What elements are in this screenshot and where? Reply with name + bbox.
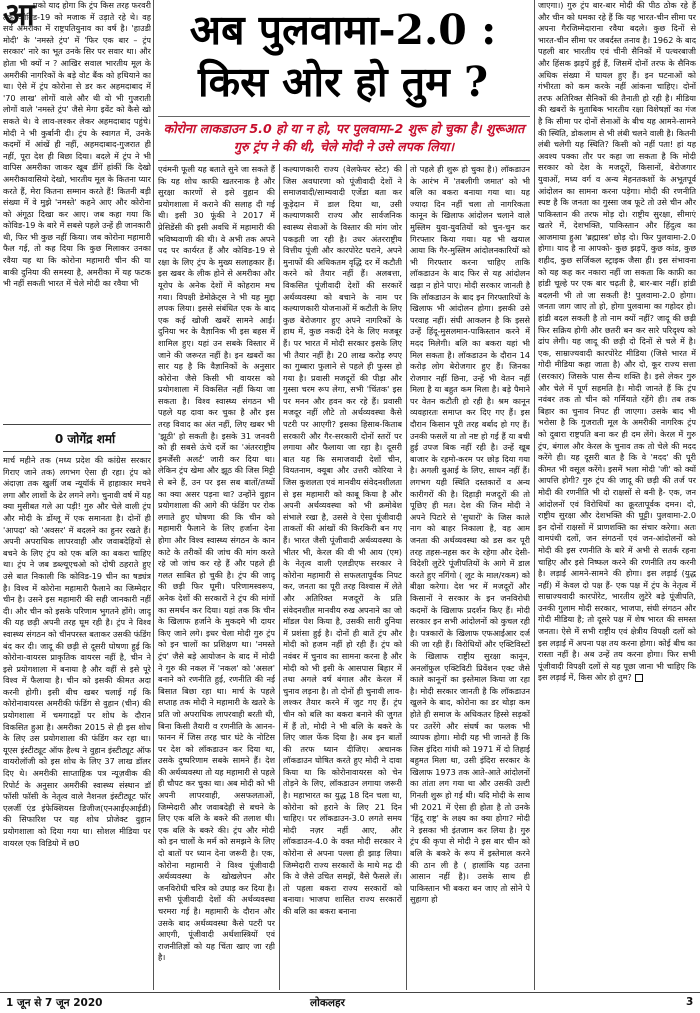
column-5-text: जाएगा।) गुरु ट्रंप बार-बार मोदी की पीठ ठोक रहे हैं और चीन को धमका रहे हैं कि यह भारत-चीन सीमा पर अपना गैरजिम्मेदाराना रवैया बदले। कुछ दिनों से भारत-चीन सीमा पर जबर्दस्त तनाव है। 1962 के बाद पहली बार भारतीय एवं चीनी सैनिकों में पत्थरबाजी और हिंसक झड़पें हुई हैं, जिसमें दोनों तरफ के सैनिक अधिक संख्या में घायल हुए हैं। इन घटनाओं को गंभीरता को कम करके नहीं आंकना चाहिए। दोनों तरफ अतिरिक्त सैनिकों की तैनाती हो रही है। मीडिया की खबरों के मुताबिक भारतीय रक्षा विशेषज्ञों का गंज है कि सीमा पर दोनों सेनाओं के बीच यह आमने-सामने की स्थिति, डोकलाम से भी लंबी चलने वाली है। कितनी लंबी चलेगी यह स्थिति? किसी को नहीं पता! हां यह अवश्य पक्का तौर पर कहा जा सकता है कि मोदी सरकार को देश के मजदूरों, किसानों, बेरोजगार युवाओं, मध्य वर्ग व अन्य मेहनतकशों के अभूतपूर्व आंदोलन का सामना करना पड़ेगा। मोदी की रणनीति स्पष्ट है कि जनता का गुस्सा जब फूटे तो उसे चीन और पाकिस्तान की तरफ मोड़ दो। राष्ट्रीय सुरक्षा, सीमाएं खतरे में, देशभक्ति, पाकिस्तान और हिंदुत्व का आजमाया हुआ 'ब्रह्मास्त्र' छोड़ दो। फिर पुलवामा-2.0 होगा। याद है ना आपको- कुछ झड़पें, कुछ कांड, कुछ शहीद, कुछ सर्जिकल स्ट्राइक जैसा ही। इस संभावना को यह कह कर नकारा नहीं जा सकता कि काफ़ी का हांडी चूल्हे पर एक बार चढ़ती है, बार-बार नहीं। हांडी बदलनी भी तो जा सकती है! पुलवामा-2.0 होगा। जनता जाग जाए तो हो, होगा पुलवामा का गहोदर हो। हांडी बदल सकती है तो नाम क्यों नहीं? जादू की छड़ी फिर सक्रिय होगी और छतरी बन कर सारे परिदृश्य को ढांप लेगी। यह जादू की छड़ी दो दिनों से चले में है। एक, साम्राज्यवादी कारपोरेट मीडिया (जिसे भारत में गोदी मीडिया कहा जाता है) और दो, कूर राज्य सत्ता (सरकार) जिसके पास सैन्य शक्ति है। इसे लेकर गुरु और चेले में पूर्ण सहमति है। मोदी जानते हैं कि ट्रंप नवंबर तक तो चीन को गर्मियाते रहेंगे ही। तब तक बिहार का चुनाव निपट ही जाएगा। उसके बाद भी भरोसा है कि गुजराती मूल के अमरीकी नागरिक ट्रंप को दुबारा राष्ट्रपति बना कर ही दम लेंगे। केरल में गुरु ट्रंप, बंगाल और केरल के चुनाव तक तो चेले की मदद करेंगे ही। यह दूसरी बात है कि वे 'मदद' की पूरी कीमत भी वसूल करेंगे। इसमें भला मोदी 'जी' को क्यों आपत्ति होगी? गुरु ट्रंप की जादू की छड़ी की तर्ज पर मोदी की रणनीति भी दो राक्षसों से बनी है- एक, जन आंदोलनों एवं विरोधियों का क्रूरतापूर्वक दमन। दो, राष्ट्रीय सुरक्षा और देशभक्ति की घुट्टी। पुलवामा-2.0 इन दोनों राक्षसों में प्राणशक्ति का संचार करेगा। अतः वामपंथी दलों, जन संगठनों एवं जन-आंदोलनों को मोदी की इस रणनीति के बारे में अभी से सतर्क रहना चाहिए और इसे निष्फल करने की रणनीति तय करनी है। लड़ाई आमने-सामने की होगा। इस लड़ाई (युद्ध नहीं) में केवल दो पक्ष हैं- एक पक्ष में ट्रंप के नेतृत्व में साम्राज्यवादी कारपोरेट, भारतीय लुटेरे बड़े पूंजीपति, उनकी गुलाम मोदी सरकार, भाजपा, संघी संगठन और गोदी मीडिया है; तो दूसरे पक्ष में शेष भारत की समस्त जनता। ऐसे में सभी राष्ट्रीय एवं क्षेत्रीय विपक्षी दलों को इस लड़ाई में अपना पक्ष तय करना होगा। कोई बीच का रास्ता नहीं है। अब उन्हें तय करना होगा। फिर सभी पूंजीवादी विपक्षी दलों से यह पूछा जाना भी चाहिए कि इस लड़ाई में, किस ओर हो तुम? — [538, 0, 696, 683]
column-3 — [283, 164, 402, 990]
end-mark-icon — [635, 674, 643, 682]
column-4-text: तो पहले ही शुरू हो चुका है।) लॉकडाउन के आरंभ में 'तबलीगी जमात' को भी बलि का बकरा बनाया गया था। यह ज्यादा दिन नहीं चला तो नागरिकता कानून के खिलाफ आंदोलन चलाने वाले मुस्लिम युवा-युवतियों को चुन-चुन कर गिरफ्तार किया गया। यह भी खयाल आया कि गैर-मुस्लिम आंदोलनकारियों को भी गिरफ्तार करना चाहिए ताकि लॉकडाउन के बाद फिर से यह आंदोलन खड़ा न होने पाए। मोदी सरकार जानती है कि लॉकडाउन के बाद इन गिरफ्तारियों के खिलाफ भी आंदोलन होगा। इसकी उसे परवाह नहीं। संघी आकलन है कि इससे उन्हें हिंदू-मुसलमान-पाकिस्तान करने में मदद मिलेगी। बलि का बकरा यहां भी मिल सकता है। लॉकडाउन के दौरान 14 करोड़ लोग बेरोजगार हुए हैं। जिनका रोजगार नहीं छिना, उन्हें भी वेतन नहीं मिला है या बहुत कम मिला है। बड़े पैमाने पर वेतन कटौती हो रही है। श्रम कानून व्यवहारतः समाप्त कर दिए गए हैं। इस दौरान किसान पूरी तरह बर्बाद हो गए हैं। उनकी फसलें या तो नष्ट हो गई हैं या बची हुई उपज बिक नहीं रही है। उन्हें खूब बाजार के रहमो-करम पर छोड़ दिया गया है। अगली बुआई के लिए, साधन नहीं हैं। लगभग यही स्थिति दस्तकारों व अन्य कारीगरों की है। दिहाड़ी मजदूरों की तो पूछिए ही मत। देश की जिन मोदी ने अपने पिटारे से 'सुधारों' के जिस काले नाग को बाहर निकाला है, वह आम जनता की अर्थव्यवस्था को डस कर पूरी तरह तहस-नहस कर के रहेगा और देसी-विदेशी लुटेरे पूंजीपतियों के आगे में डाल करते हुए नगिंगो ( लूट के माल/रकम) को बीक्षा करेगा। देश भर में मजदूरों और किसानों ने सरकार के इन जनविरोधी कदमों के खिलाफ प्रदर्शन किए हैं। मोदी सरकार इन सभी आंदोलनों को कुचल रही है। पत्रकारों के खिलाफ एफआईआर दर्ज की जा रही हैं। विरोधियों और एक्टिविस्टों के खिलाफ राष्ट्रीय सुरक्षा कानून, अनलॉफुल एक्टिविटी प्रिवेंशन एक्ट जैसे काले कानूनों का इस्तेमाल किया जा रहा है। मोदी सरकार जानती है कि लॉकडाउन खुलने के बाद, कोरोना का डर थोड़ा कम होते ही समाज के अधिकतर हिस्से सड़कों पर उतरेंगे और संघर्ष का फलक भी व्यापक होगा। मोदी यह भी जानते हैं कि जिस इंदिरा गांधी को 1971 में दो तिहाई बहुमत मिला था, उसी इंदिरा सरकार के खिलाफ 1973 तक आते-आते आंदोलनों का तांता लग गया था और उसकी उल्टी गिनती शुरू हो गई थी। यदि मोदी के साथ भी 2021 में ऐसा ही होता है तो उनके 'हिंदू राष्ट्र' के लक्ष्य का क्या होगा? मोदी ने इसका भी इंतजाम कर लिया है। गुरु ट्रंप की कृपा से मोदी ने इस बार चीन को बलि के बकरे के रूप में इस्तेमाल करने की ठान ली है ( हालांकि यह उतना आसान नहीं है)। उसके साथ ही पाकिस्तान भी बकरा बन जाए तो सोने पे सुहागा हो — [410, 164, 530, 905]
subhead-rule — [158, 160, 530, 161]
headline — [158, 4, 528, 108]
column-3-text: कल्याणकारी राज्य (वेलफेयर स्टेट) की जिस अवधारणा को पूंजीवादी देशों ने समाजवादी/साम्यवादी एजेंडा बता कर कूड़ेदान में डाल दिया था, उसी कल्याणकारी राज्य और सार्वजनिक स्वास्थ्य सेवाओं के विस्तार की मांग जोर पकड़ती जा रही है। उधर अंतरराष्ट्रीय वित्तीय पूंजी और कारपोरेट घराने, अपने मुनाफों की अधिकतम वृद्धि दर में कटौती करने को तैयार नहीं हैं। अलबत्ता, विकसित पूंजीवादी देशों की सरकारें अर्थव्यवस्था को बचाने के नाम पर कल्याणकारी योजनाओं में कटौती के लिए कुछ बेरोजगार हुए अपने नागरिकों के हाथ में, कुछ नकदी देने के लिए मजबूर हैं। पर भारत में मोदी सरकार इसके लिए भी तैयार नहीं है। 20 लाख करोड़ रुपए का गुब्बारा फुलाने से पहले ही फुस्स हो गया है। प्रवासी मजदूरों की पीड़ा और गुस्सा चरम रूप लेगा, सभी 'चिंतक' इस पर मनन और हवन कर रहे हैं। प्रवासी मजदूर नहीं लौटे तो अर्थव्यवस्था कैसे पटरी पर आएगी? इसका हिसाब-किताब सरकारी और गैर-सरकारी दोनों स्तरों पर लगाया और फैलाया जा रहा है। दूसरी बात यह कि समाजवादी देशों चीन, वियतनाम, क्यूबा और उत्तरी कोरिया ने जिस कुशलता एवं मानवीय संवेदनशीलता से इस महामारी को काबू किया है और अपनी अर्थव्यवस्था को भी क्रमोबेश संभाले रखा है, उससे वे ऐसा पूंजीवादी ताकतों की आंखों की किरकिरी बन गए हैं। भारत जैसी पूंजीवादी अर्थव्यवस्था के भीतर भी, केरल की वी भी आय (एम) के नेतृत्व वाली एलडीएफ सरकार ने कोरोना महामारी से सफलतापूर्वक निपट कर, जनता का पूरी तरह विश्वास में लेते और अतिरिक्त मजदूरों के प्रति संवेदनशील मानवीय रुख अपनाने का जो मॉडल पेश किया है, उसकी सारी दुनिया में प्रशंसा हुई है। दोनों ही बातें ट्रंप और मोदी को हजम नहीं हो रही हैं। ट्रंप को नवंबर में चुनाव का सामना करना है और मोदी को भी इसी के आसपास बिहार में तथा अगले वर्ष बंगाल और केरल में चुनाव लड़ना है। तो दोनों ही चुनावी लाव-लश्कर तैयार करने में जुट गए हैं। ट्रंप चीन को बलि का बकरा बनाने की जुगत में हैं तो, मोदी ने भी बलि के बकरे के लिए जाल फेंक दिया है। अब इन बातों की तरफ ध्यान दीजिए। अचानक लॉकडाउन घोषित करते हुए मोदी ने दावा किया था कि कोरोनावायरस को चेन तोड़ने के लिए, लॉकडाउन लगाया जरूरी है। महाभारत का युद्ध 18 दिन चला था, कोरोना को हराने के लिए 21 दिन चाहिए। पर लॉकडाउन-3.0 लगते समय मोदी नज़र नहीं आए, और लॉकडाउन-4.0 के वक्त मोदी सरकार ने कोरोना से अपना पल्ला ही झाड़ लिया। जिम्मेदारी राज्य सरकारों के माथे मढ़ दी कि वे जैसे उचित समझें, वैसे फैसले लें। तो पहला बकरा राज्य सरकारों को बनाया। भाजपा शासित राज्य सरकारों की बलि का बकरा बनाना — [283, 164, 402, 916]
column-2-text: एवंमनी फूली यह बताते सुने जा सकते हैं कि यह शोध काफी खतरनाक है और सुरक्षा कारणों से इसे वुहान की प्रयोगशाला में कराने की सलाह दी गई थी। इसी 30 फूंकी ने 2017 में प्रेसिडेंसी की इसी अवधि में महामारी की भविष्यवाणी की थी। वे अभी तक अपने पद पर कार्यरत हैं और कोविड-19 से रक्षा के लिए ट्रंप के मुख्य सलाहकार हैं। इस खबर के लीक होने से अमरीका और यूरोप के अनेक देशों में कोहराम मच गया। विपक्षी डेमोक्रेट्स ने भी यह मुद्दा लपक लिया। इससे संबंधित एक के बाद एक कई खोजी खबरें सामने आईं। दुनिया भर के वैज्ञानिक भी इस बहस में शामिल हुए। यहां उन सबके विस्तार में जाने की जरूरत नहीं है। इन खबरों का सार यह है कि वैज्ञानिकों के अनुसार कोरोना जैसे किसी भी वायरस को प्रयोगशाला में विकसित नहीं किया जा सकता है। विश्व स्वास्थ्य संगठन भी पहले यह दावा कर चुका है और इस तरह विवाद का अंत नहीं, लिए खबर भी 'झूठी' हो सकती है। इसके 31 जनवरी को ही सबसे ऊंचे दर्जे का 'अंतरराष्ट्रीय इमर्जेंसी अलर्ट' जारी कर दिया था। लेकिन ट्रंप खेमा और झूठ की जिस मिट्टी से बने हैं, उन पर इस सब बातों/तथ्यों का क्या असर पड़ना था? उन्होंने वुहान प्रयोगशाला की आगे की फंडिंग पर रोक लगाते हुए घोषणा की कि चीन को महामारी फैलाने के लिए हर्जाना देना होगा और विश्व स्वास्थ्य संगठन के कान काटे के तरीकों की जांच की मांग करते रहे जो जांच कर रहे हैं और पहले ही गलत साबित हो चुकी है। ट्रंप की जादू की छड़ी फिर घूमी। परिणामस्वरूप, अनेक देशों की सरकारों ने ट्रंप की मांगों का समर्थन कर दिया। यहां तक कि चीन के खिलाफ हर्जाने के मुकदमे भी दायर किए जाने लगे। इधर चेला मोदी गुरु ट्रंप को इन चालों का प्रशिक्षण था। 'नमस्ते ट्रंप' जैसे बड़े आयोजन के बाद में मोदी ने गुरु की नकल में 'नकल' को 'असल' बनाने को रणनीति हुई, रणनीति की नई बिसात बिछा रहा था। मार्च के पहले सप्ताह तक मोदी ने महामारी के खतरे के प्रति जो अपराधिक लापरवाही बरती थी, बिना किसी तैयारी व रणनीति के आनन-फानन में जिस तरह चार घंटे के नोटिस पर देश को लॉकडाउन कर दिया था, उसके दुष्परिणाम सबके सामने हैं। देश की अर्थव्यवस्था तो यह महामारी से पहले ही चौपट कर चुका था। अब मोदी को भी अपनी लापरवाही, असफलताओं, जिम्मेदारी और जवाबदेही से बचने के लिए एक बलि के बकरे की तलाश थी। एक बलि के बकरे की। ट्रंप और मोदी को इन चालों के मर्म को समझने के लिए दो बातों पर ध्यान देना जरूरी है। एक, कोरोना महामारी ने विश्व पूंजीवादी अर्थव्यवस्था के खोखलेपन और जनविरोधी चरित्र को उघाड़ कर दिया है। सभी पूंजीवादी देशों की अर्थव्यवस्था चरमरा गई है। महामारी के दौरान और उसके बाद अर्थव्यवस्था कैसे पटरी पर आएगी, पूंजीवादी अर्थशास्त्रियों एवं राजनीतिज्ञों को यह चिंता खाए जा रही है। — [158, 164, 275, 963]
left-intro-text: पको याद होगा कि ट्रंप किस तरह फरवरी तक कोविड-19 को मजाक में उड़ाते रहे थे। वह सर्व अमरीका में राष्ट्रपतियुनाव का वर्ष है। 'हाउडी मोदी' के 'नमस्ते ट्रंप' में 'फिर एक बार – ट्रंप सरकार' नारे का भूत उनके सिर पर सवार था। और होता भी क्यों न ? आखिर सवाल भारतीय मूल के अमरीकी नागरिकों के बड़े वोट बैंक को हथियाने का था। ऐसे में ट्रंप कोरोना से डर कर अहमदाबाद में '70 लाख' लोगों वाले और थी वो भी गुजराती लोगों वाले 'नमस्ते ट्रंप' जैसे मेगा इवेंट को कैसे खो सकते थे। वे लाव-लश्कर लेकर अहमदाबाद पहुंचे। मोदी ने भी कुर्बानी दी। ट्रंप के स्वागत में, उनके कदमों में आंखें ही नहीं, अहमदाबाद-गुजरात ही नहीं, पूरा देश ही बिछा दिया। बदले में ट्रंप ने भी वापिस अमरीका जाकर खूब डींगें हांकीं कि देखो अमरीकावासियो देखो, भारतीय मूल के कितना प्यार करते हैं, मेरा कितना सम्मान करते हैं! कितनी बड़ी संख्या में वे मुझे 'नमस्ते' कहने आए और कोरोना को अंगूठा दिखा कर आए। जब कहा गया कि कोविड-19 के बारे में सबसे पहले उन्हें ही जानकारी थी, फिर भी कुछ नहीं किया। जब कोरोना महामारी फैल गई, तो कह दिया कि कुछ मिलाकर उनका रवैया यह था कि कोरोना महामारी चीन की या बाकी दुनिया की समस्या है, अमरीका में यह फटक भी नहीं सकती भारत में चेले मोदी का रवैया भी — [3, 0, 151, 289]
headline-line-2: किस ओर हो तुम ? — [198, 58, 488, 106]
column-divider — [279, 164, 280, 990]
page-number: 3 — [686, 996, 694, 1008]
issue-date: 1 जून से 7 जून 2020 — [6, 997, 103, 1009]
author-byline: 0 जोगेंद्र शर्मा — [54, 432, 116, 446]
column-divider — [534, 0, 535, 990]
headline-line-1: अब पुलवामा-2.0 : — [189, 6, 497, 54]
publication-name: लोकलहर — [310, 997, 345, 1009]
column-divider — [153, 0, 154, 990]
column-divider — [406, 164, 407, 990]
column-5 — [538, 0, 696, 988]
column-2 — [158, 164, 275, 990]
drop-cap: आ — [3, 0, 35, 33]
column-4 — [410, 164, 530, 990]
left-column-bottom — [3, 455, 151, 990]
page-footer — [0, 992, 700, 1013]
subheadline: कोरोना लाकडाउन 5.0 हो या न हो, पर पुलवामा-2 शुरू हो चुका है। शुरूआत गुरु ट्रंप ने की थी, चेले मोदी ने उसे लपक लिया। — [163, 121, 525, 154]
left-body-text: मार्च महीने तक (मध्य प्रदेश की कांग्रेस सरकार गिराए जाने तक) लगभग ऐसा ही रहा। ट्रंप को अंदाज़ा तक खुलीं जब न्यूयॉर्क में हाहाकार मचने लगा और लाशों के ढेर लगने लगे। चुनावी वर्ष में यह क्या मुसीबत गले आ पड़ी! गुरु और चेले वाली ट्रंप और मोदी के डोंग्लू में एक समानता है। दोनों ही 'आपदा' को 'अवसर' में बदलने का हुनर रखते हैं। अपनी अपराधिक लापरवाही और जवाबदेहियों से बचने के लिए ट्रंप को एक बलि का बकरा चाहिए था। ट्रंप ने जब डब्ल्यूएचओ को दोषी ठहराते हुए उसे बात निकाली कि कोविड-19 चीन का षड्यंत्र है। विश्व में कोरोना महामारी फैलाने का जिम्मेदार चीन है। उसने इस महामारी की सही जानकारी नहीं दी। और चीन को इसके परिणाम भुगतने होंगे। जादू की यह छड़ी अपनी तरह घूम रही है। ट्रंप ने विश्व स्वास्थ्य संगठन को चीनपरस्त बताकर उसकी फंडिंग बंद कर दी। जादू की छड़ी से दूसरी घोषणा हुई कि कोरोना-वायरस प्राकृतिक वायरस नहीं है, चीन ने इसे प्रयोगशाला में बनाया है और वहीं से इसे पूरे विश्व में फैलाया है। चीन को इसकी कीमत अदा करनी होगी। इसी बीच खबर चलाई गई कि कोरोनावायरस अमरीकी फंडिंग से वुहान (चीन) की प्रयोगशाला में चमगादड़ों पर शोध के दौरान विकसित हुआ है। अमरीका 2015 से ही इस शोध के लिए उस प्रयोगशाला की फंडिंग कर रहा था। यूएस इंस्टीट्यूट ऑफ हैल्थ ने वुहान इंस्टीट्यूट ऑफ वायरोलॉजी को इस शोध के लिए 37 लाख डॉलर दिए थे। अमरीकी साप्ताहिक पत्र न्यूज़वीक की रिपोर्ट के अनुसार अमरीकी स्वास्थ्य संस्थान डॉ फॉसी फॉसी के नेतृत्व वाले नैशनल इंस्टीट्यूट फॉर एलर्जी एंड इंफेक्शियस डिजीज(एनआईएआईडी) की सिफारिश पर यह शोध प्रोजेक्ट वुहान प्रयोगशाला को दिया गया था। सोशल मीडिया पर वायरल एक विडियो में छ0 — [3, 455, 151, 848]
left-column-top — [3, 0, 151, 420]
headline-rule — [158, 116, 530, 117]
